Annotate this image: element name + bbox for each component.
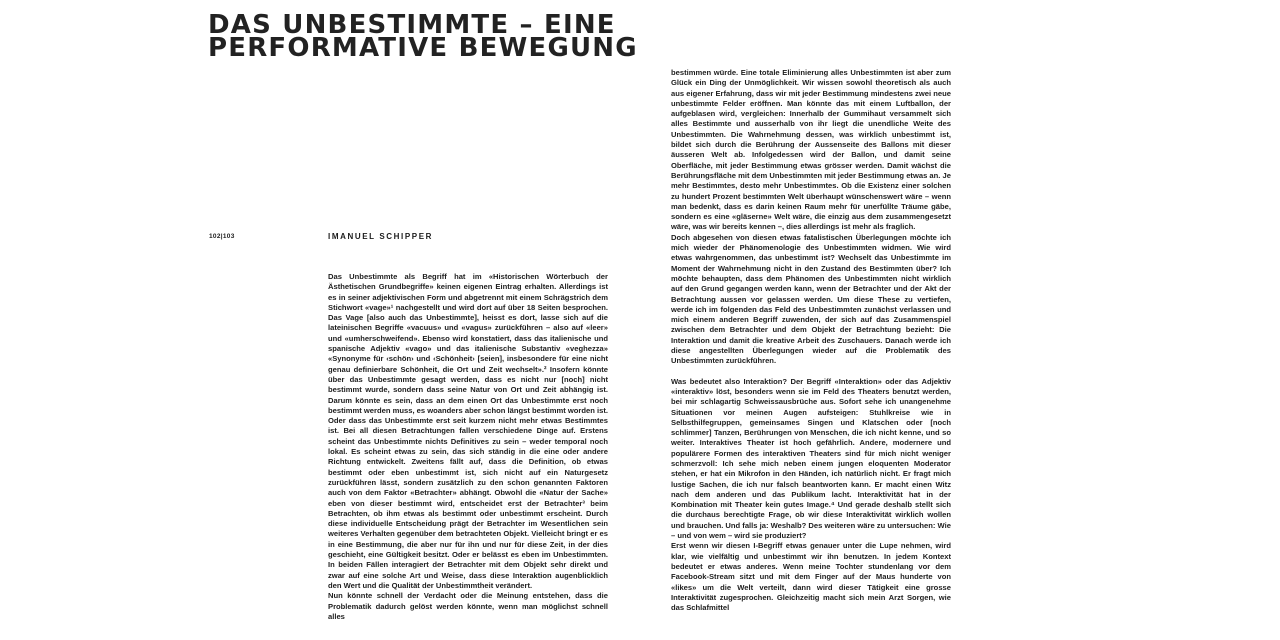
body-paragraph: Das Unbestimmte als Begriff hat im «Historischen Wörterbuch der Ästhetischen Grundbegriffe» keinen eigenen Eintrag erhalten. Allerdings ist es in seiner adjektivischen Form und abgetrennt mit einem Schrägstrich dem Stichwort «vage»¹ nachgestellt und wird dort auf über 18 Seiten besprochen. Das Vage [also auch das Unbestimmte], heisst es dort, lasse sich auf die lateinischen Begriffe «vacuus» und «vagus» zurückführen – also auf «leer» und «umherschweifend». Ebenso wird konstatiert, dass das italienische und spanische Adjektiv «vago» und das italienische Substantiv «veghezza» «Synonyme für ‹schön› und ‹Schönheit› [seien], insbesondere für eine nicht genau definierbare Schönheit, die Ort und Zeit wechselt».² Insofern könnte über das Unbestimmte gesagt werden, dass es nicht nur [noch] nicht bestimmt wurde, sondern dass seine Natur von Ort und Zeit abhängig ist. Darum könnte es sein, dass an dem einen Ort das Unbestimmte erst noch bestimmt werden muss, es woanders aber schon längst bestimmt worden ist. Oder dass das Unbestimmte erst seit kurzem nicht mehr etwas Bestimmtes ist. Bei all diesen Betrachtungen fallen verschiedene Dinge auf. Erstens scheint das Unbestimmte nichts Definitives zu sein – weder temporal noch lokal. Es scheint etwas zu sein, das sich ständig in die eine oder andere Richtung entwickelt. Zweitens fällt auf, dass die Definition, ob etwas bestimmt oder eben unbestimmt ist, sich nicht auf ein Naturgesetz zurückführen lässt, sondern zusätzlich zu den schon genannten Faktoren auch von dem Faktor «Betrachter» abhängt. Obwohl die «Natur der Sache» eben von dieser bestimmt wird, entscheidet erst der Betrachter³ beim Betrachten, ob ihm etwas als bestimmt oder unbestimmt erscheint. Durch diese individuelle Entscheidung prägt der Betrachter im Wesentlichen sein weiteres Verhalten gegenüber dem betrachteten Objekt. Vielleicht bringt er es in eine Bestimmung, die aber nur für ihn und nur für diese Zeit, in der dies geschieht, eine Gültigkeit besitzt. Oder er belässt es eben im Unbestimmten. In beiden Fällen interagiert der Betrachter mit dem Objekt sehr direkt und zwar auf eine solche Art und Weise, dass diese Interaktion augenblicklich den Wert und die Qualität der Unbestimmtheit verändert. xyxy=(328,272,608,590)
left-text-column xyxy=(328,272,608,621)
body-paragraph: Was bedeutet also Interaktion? Der Begriff «Interaktion» oder das Adjektiv «interaktiv» löst, besonders wenn sie im Feld des Theaters benutzt werden, bei mir schlagartig Schweissausbrüche aus. Sofort sehe ich unangenehme Situationen vor meinen Augen aufsteigen: Stuhlkreise wie in Selbsthilfegruppen, gemeinsames Singen und Klatschen oder [noch schlimmer] Tanzen, Berührungen von Menschen, die ich nicht kenne, und so weiter. Interaktives Theater ist hoch gefährlich. Andere, modernere und populärere Formen des interaktiven Theaters sind für mich nicht weniger schmerzvoll: Ich sehe mich neben einem jungen eloquenten Moderator stehen, er hat ein Mikrofon in den Händen, ich natürlich nicht. Er fragt mich lustige Sachen, die ich nur falsch beantworten kann. Er macht einen Witz nach dem anderen und das Publikum lacht. Interaktivität hat in der Kombination mit Theater kein gutes Image.⁴ Und gerade deshalb stellt sich die durchaus berechtigte Frage, ob wir diese Interaktivität wirklich wollen und brauchen. Und falls ja: Weshalb? Des weiteren wäre zu untersuchen: Wie – und von wem – wird sie produziert? xyxy=(671,376,951,541)
body-paragraph: bestimmen würde. Eine totale Eliminierung alles Unbestimmten ist aber zum Glück ein Ding der Unmöglichkeit. Wir wissen sowohl theoretisch als auch aus eigener Erfahrung, dass wir mit jeder Bestimmung mindestens zwei neue unbestimmte Felder eröffnen. Man könnte das mit einem Luftballon, der aufgeblasen wird, vergleichen: Innerhalb der Gummihaut versammelt sich alles Bestimmte und ausserhalb von ihr liegt die unendliche Weite des Unbestimmten. Die Wahrnehmung dessen, was wirklich unbestimmt ist, bildet sich durch die Berührung der Aussenseite des Ballons mit dieser äusseren Welt ab. Infolgedessen wird der Ballon, und damit seine Oberfläche, mit jeder Bestimmung etwas grösser werden. Damit wächst die Berührungsfläche mit dem Unbestimmten mit jeder Bestimmung etwas an. Je mehr Bestimmtes, desto mehr Unbestimmtes. Ob die Existenz einer solchen zu hundert Prozent bestimmten Welt überhaupt wünschenswert wäre – wenn man bedenkt, dass es darin keinen Raum mehr für unerfüllte Träume gäbe, sondern es eine «gläserne» Welt wäre, die einzig aus dem zusammengesetzt wäre, was wir bereits kennen –, dies allerdings ist mehr als fraglich. xyxy=(671,68,951,232)
author-name: IMANUEL SCHIPPER xyxy=(328,232,434,241)
body-paragraph: Erst wenn wir diesen I-Begriff etwas genauer unter die Lupe nehmen, wird klar, wie vielfältig und unbestimmt wir ihn benutzen. In jedem Kontext bedeutet er etwas anderes. Wenn meine Tochter stundenlang vor dem Facebook-Stream sitzt und mit dem Finger auf der Maus hunderte von «likes» um die Welt verteilt, dann wird dieser Tätigkeit eine grosse Interaktivität zugesprochen. Gleichzeitig macht sich mein Arzt Sorgen, wie das Schlafmittel xyxy=(671,541,951,613)
right-text-column xyxy=(671,68,951,616)
page-numbers: 102|103 xyxy=(209,233,235,240)
title-line-2: PERFORMATIVE BEWEGUNG xyxy=(208,33,638,63)
title-line-1: DAS UNBESTIMMTE – EINE xyxy=(208,10,616,40)
body-paragraph: Nun könnte schnell der Verdacht oder die Meinung entstehen, dass die Problematik dadurch gelöst werden könnte, wenn man möglichst schnell alles xyxy=(328,591,608,621)
body-paragraph: Doch abgesehen von diesen etwas fatalistischen Überlegungen möchte ich mich wieder der Phänomenologie des Unbestimmten widmen. Wie wird etwas wahrgenommen, das unbestimmt ist? Wechselt das Unbestimmte im Moment der Wahrnehmung nicht in den Zustand des Bestimmten über? Ich möchte behaupten, dass dem Phänomen des Unbestimmten nicht wirklich auf den Grund gegangen werden kann, wenn der Betrachter und der Akt der Betrachtung aussen vor gelassen werden. Um diese These zu vertiefen, werde ich im folgenden das Feld des Unbestimmten zunächst verlassen und mich einem anderen Begriff zuwenden, der sich auf das Zusammenspiel zwischen dem Betrachter und dem Objekt der Betrachtung bezieht: Die Interaktion und damit die kreative Arbeit des Zuschauers. Danach werde ich diese angestellten Überlegungen wieder auf die Problematik des Unbestimmten zurückführen. xyxy=(671,232,951,366)
page-title xyxy=(208,10,648,63)
